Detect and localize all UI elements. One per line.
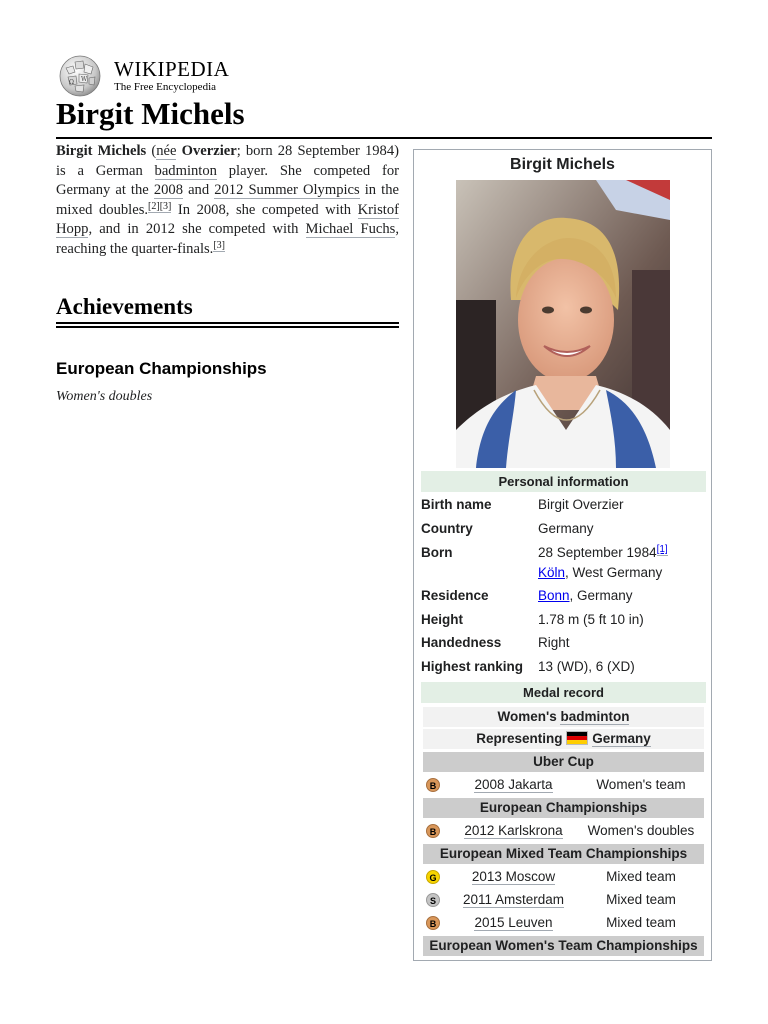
- svg-text:Ω: Ω: [69, 79, 74, 86]
- nee-link[interactable]: née: [156, 143, 177, 159]
- olympics-2012-link[interactable]: 2012 Summer Olympics: [214, 182, 360, 199]
- residence-rest: , Germany: [569, 588, 633, 603]
- reference-3[interactable]: [160, 201, 172, 213]
- svg-text:W: W: [81, 76, 88, 83]
- michael-fuchs-link[interactable]: Michael Fuchs: [305, 221, 396, 238]
- lead-text: ; born 28 September 1984) is a German: [56, 143, 400, 179]
- medal-row: [423, 913, 704, 933]
- lead-text: (: [146, 143, 157, 159]
- sport-prefix: Women's: [497, 709, 561, 724]
- handedness-row: [421, 633, 706, 653]
- lead-text: and: [183, 182, 215, 199]
- european-championships-medal-heading: European Championships: [423, 798, 704, 818]
- mixed-team-heading: European Mixed Team Championships: [423, 844, 704, 864]
- lead-text: In 2008, she competed with: [171, 201, 358, 218]
- achievements-heading: Achievements: [56, 294, 193, 319]
- badminton-sport-link[interactable]: badminton: [560, 709, 630, 724]
- bronze-medal-icon: B: [426, 778, 440, 792]
- infobox: [413, 149, 712, 961]
- player-photo[interactable]: [456, 180, 670, 468]
- medal-row: [423, 890, 704, 910]
- title-divider: [56, 137, 712, 139]
- olympics-2008-link[interactable]: 2008: [153, 182, 184, 199]
- reference-1[interactable]: [657, 544, 668, 556]
- personal-information-header: Personal information: [421, 471, 706, 492]
- tagline: The Free Encyclopedia: [114, 81, 217, 93]
- infobox-title: Birgit Michels: [510, 156, 615, 173]
- germany-flag-icon: [566, 731, 588, 745]
- ranking-label: Highest ranking: [421, 659, 524, 674]
- country-label: Country: [421, 521, 473, 536]
- residence-row: [421, 586, 706, 606]
- bronze-medal-icon: B: [426, 824, 440, 838]
- medal-record-header: Medal record: [421, 682, 706, 703]
- handedness-value: Right: [538, 635, 570, 650]
- reference-link[interactable]: [3]: [159, 200, 172, 212]
- medal-row: [423, 775, 704, 795]
- lead-text: , and in 2012 she competed with: [88, 221, 306, 238]
- birth-name-row: [421, 495, 706, 515]
- gold-medal-icon: G: [426, 870, 440, 884]
- womens-doubles-caption: Women's doubles: [56, 389, 153, 404]
- medal-row: [423, 821, 704, 841]
- silver-medal-icon: S: [426, 893, 440, 907]
- birth-name-label: Birth name: [421, 497, 492, 512]
- bronze-medal-icon: B: [426, 916, 440, 930]
- section-divider: [56, 322, 399, 328]
- born-date: 28 September 1984: [538, 545, 657, 560]
- wikipedia-logo[interactable]: [56, 54, 229, 98]
- event-link[interactable]: 2008 Jakarta: [474, 777, 553, 792]
- badminton-link[interactable]: badminton: [154, 162, 217, 179]
- reference-link[interactable]: [3]: [213, 239, 225, 251]
- representing-prefix: Representing: [476, 731, 567, 746]
- country-value: Germany: [538, 521, 594, 536]
- wordmark-text: WIKIPEDIA: [114, 57, 230, 81]
- reference-link[interactable]: [1]: [656, 544, 668, 555]
- height-row: [421, 610, 706, 630]
- sport-heading: [423, 707, 704, 727]
- ranking-row: [421, 657, 706, 677]
- event-link[interactable]: 2015 Leuven: [474, 915, 553, 930]
- height-label: Height: [421, 612, 463, 627]
- born-row: [421, 543, 706, 583]
- lead-paragraph: [56, 142, 399, 260]
- wordmark: [114, 59, 229, 93]
- medal-category: Women's team: [596, 777, 686, 792]
- representing-heading: [423, 729, 704, 749]
- bonn-link[interactable]: Bonn: [538, 588, 570, 603]
- germany-link[interactable]: Germany: [592, 731, 651, 746]
- reference-2[interactable]: [148, 201, 160, 213]
- lead-text: player. She competed for Germany at the: [56, 162, 399, 199]
- medal-category: Women's doubles: [587, 823, 695, 838]
- born-place-rest: , West Germany: [565, 565, 663, 580]
- european-championships-heading: European Championships: [56, 359, 267, 378]
- medal-category: Mixed team: [606, 869, 676, 884]
- medal-category: Mixed team: [606, 915, 676, 930]
- reference-link[interactable]: [2]: [148, 200, 160, 212]
- wikipedia-globe-icon: [56, 54, 104, 98]
- koln-link[interactable]: Köln: [538, 565, 566, 580]
- birth-surname: Overzier: [181, 143, 237, 159]
- page-title: Birgit Michels: [56, 96, 245, 131]
- country-row: [421, 519, 706, 539]
- kristof-hopp-link[interactable]: Kristof Hopp: [56, 201, 399, 238]
- residence-label: Residence: [421, 588, 489, 603]
- subject-name: Birgit Michels: [56, 143, 147, 159]
- birth-name-value: Birgit Overzier: [538, 497, 624, 512]
- lead-text: in the mixed doubles.: [56, 182, 399, 218]
- event-link[interactable]: 2012 Karlskrona: [464, 823, 563, 838]
- medal-category: Mixed team: [606, 892, 676, 907]
- born-value: [538, 543, 668, 583]
- born-label: Born: [421, 545, 453, 560]
- reference-3[interactable]: [213, 240, 225, 252]
- residence-value: [538, 586, 633, 606]
- height-value: 1.78 m (5 ft 10 in): [538, 612, 644, 627]
- uber-cup-heading: Uber Cup: [423, 752, 704, 772]
- event-link[interactable]: 2011 Amsterdam: [462, 892, 565, 907]
- handedness-label: Handedness: [421, 635, 502, 650]
- event-link[interactable]: 2013 Moscow: [471, 869, 556, 884]
- ranking-value: 13 (WD), 6 (XD): [538, 659, 635, 674]
- lead-text: , reaching the quarter-finals.: [56, 221, 399, 257]
- medal-row: [423, 867, 704, 887]
- womens-team-heading: European Women's Team Championships: [423, 936, 704, 956]
